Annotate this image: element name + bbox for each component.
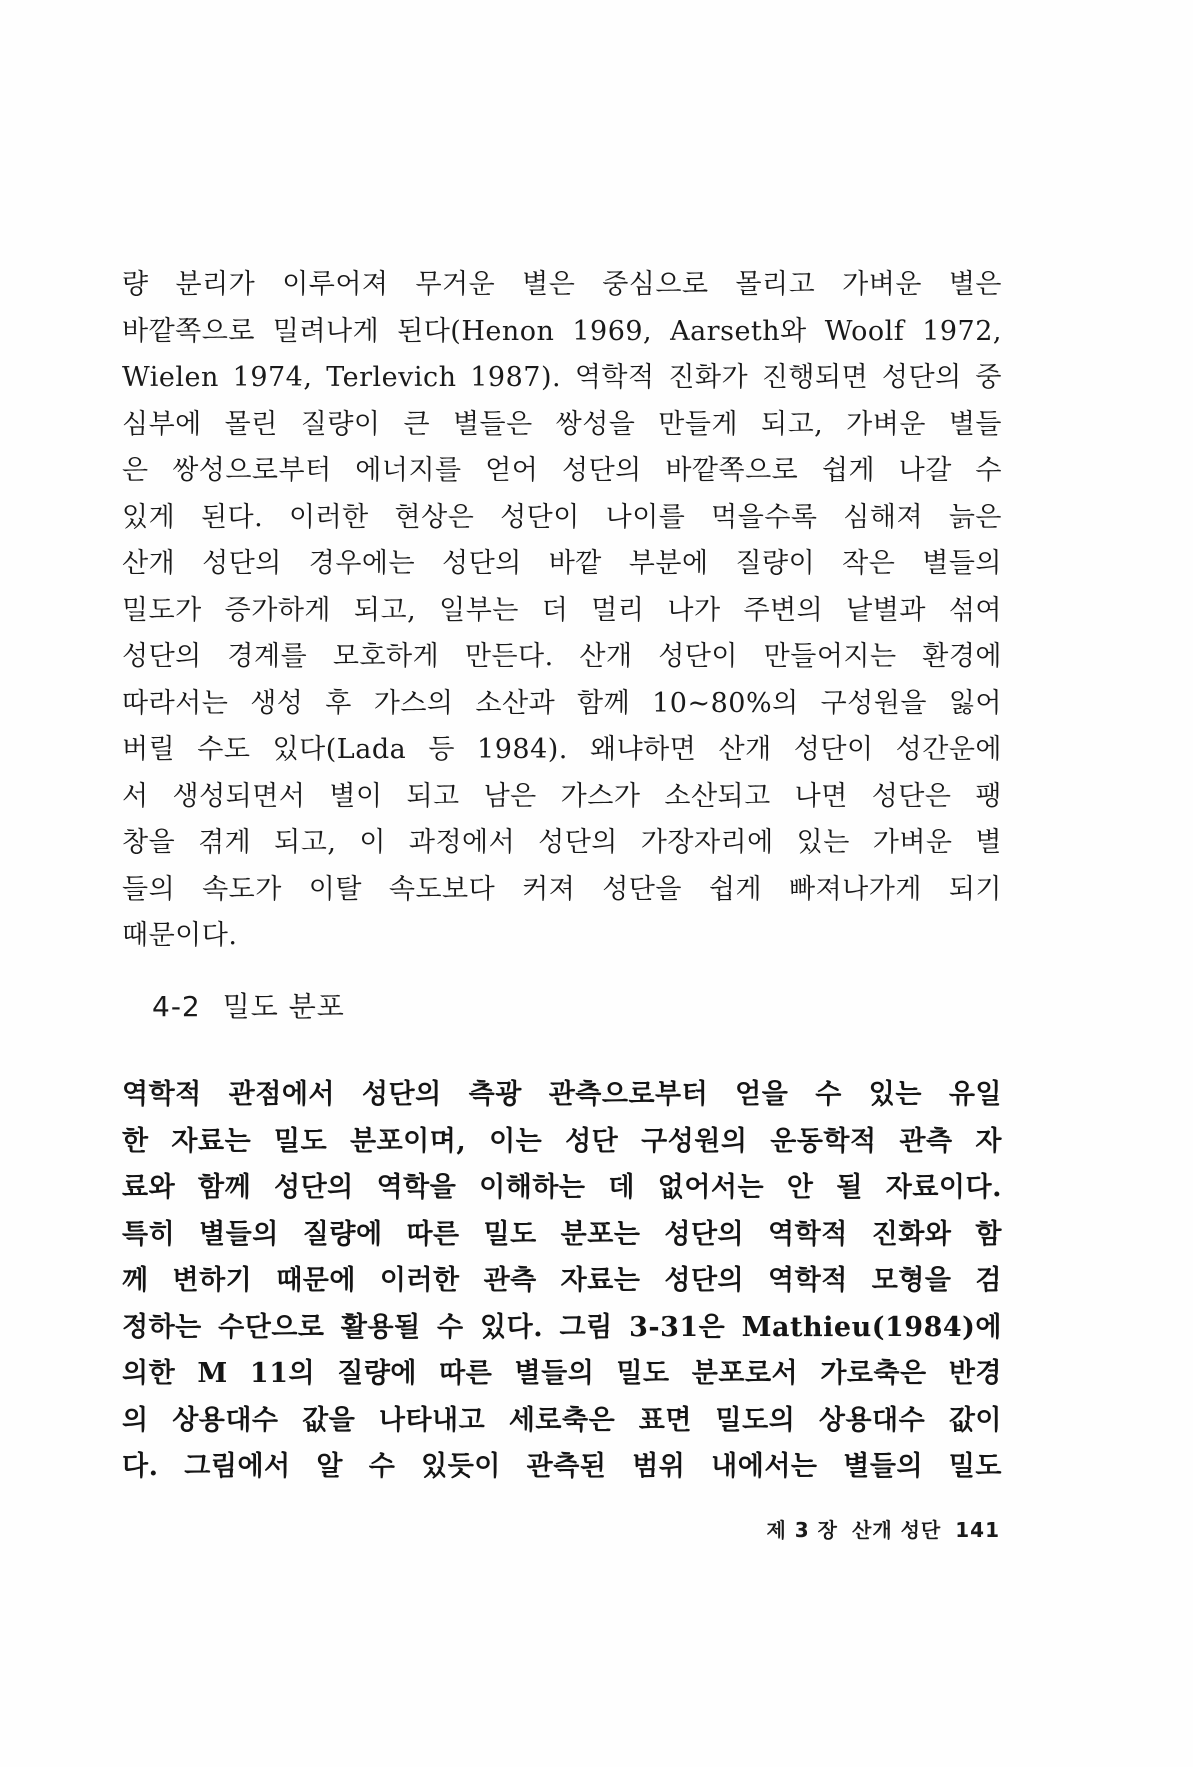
text-line: 의 상용대수 값을 나타내고 세로축은 표면 밀도의 상용대수 값이 [122, 1404, 1002, 1436]
text-line: 역학적 관점에서 성단의 측광 관측으로부터 얻을 수 있는 유일 [122, 1079, 1002, 1110]
paragraph-2-text [122, 1072, 1002, 1491]
text-line: 특히 별들의 질량에 따른 밀도 분포는 성단의 역학적 진화와 함 [122, 1218, 1002, 1250]
page-footer [700, 1514, 1000, 1543]
text-line: 있게 된다. 이러한 현상은 성단이 나이를 먹을수록 심해져 늙은 [122, 501, 1002, 533]
text-line: 바깥쪽으로 밀려나게 된다(Henon 1969, Aarseth와 Woolf 1972, [122, 315, 1002, 347]
page-number: 141 [955, 1518, 1000, 1542]
text-line: Wielen 1974, Terlevich 1987). 역학적 진화가 진행되면 성단의 중 [122, 362, 1002, 393]
text-line: 다. 그림에서 알 수 있듯이 관측된 범위 내에서는 별들의 밀도 [122, 1451, 1002, 1482]
paragraph-1-text [122, 262, 1002, 960]
paragraph-1 [122, 262, 1002, 960]
text-line: 창을 겪게 되고, 이 과정에서 성단의 가장자리에 있는 가벼운 별 [122, 827, 1002, 858]
text-line: 버릴 수도 있다(Lada 등 1984). 왜냐하면 산개 성단이 성간운에 [122, 734, 1002, 765]
text-line: 께 변하기 때문에 이러한 관측 자료는 성단의 역학적 모형을 검 [122, 1265, 1002, 1296]
text-line: 료와 함께 성단의 역학을 이해하는 데 없어서는 안 될 자료이다. [122, 1172, 1002, 1203]
text-line: 서 생성되면서 별이 되고 남은 가스가 소산되고 나면 성단은 팽 [122, 780, 1002, 812]
section-title: 밀도 분포 [222, 990, 345, 1023]
text-line: 량 분리가 이루어져 무거운 별은 중심으로 몰리고 가벼운 별은 [122, 269, 1002, 300]
text-line: 의한 M 11의 질량에 따른 별들의 밀도 분포로서 가로축은 반경 [122, 1358, 1002, 1389]
section-number: 4-2 [152, 990, 201, 1023]
footer-chapter-title: 산개 성단 [852, 1518, 942, 1542]
text-line: 심부에 몰린 질량이 큰 별들은 쌍성을 만들게 되고, 가벼운 별들 [122, 408, 1002, 440]
text-line: 은 쌍성으로부터 에너지를 얻어 성단의 바깥쪽으로 쉽게 나갈 수 [122, 455, 1002, 486]
text-line: 때문이다. [122, 920, 238, 951]
text-line: 들의 속도가 이탈 속도보다 커져 성단을 쉽게 빠져나가게 되기 [122, 873, 1002, 905]
section-heading [152, 985, 345, 1025]
footer-chapter: 제 3 장 [766, 1518, 838, 1542]
text-line: 산개 성단의 경우에는 성단의 바깥 부분에 질량이 작은 별들의 [122, 548, 1002, 579]
text-line: 성단의 경계를 모호하게 만든다. 산개 성단이 만들어지는 환경에 [122, 641, 1002, 672]
text-line: 따라서는 생성 후 가스의 소산과 함께 10~80%의 구성원을 잃어 [122, 687, 1002, 719]
text-line: 정하는 수단으로 활용될 수 있다. 그림 3-31은 Mathieu(1984)에 [122, 1311, 1002, 1343]
paragraph-2 [122, 1072, 1002, 1491]
text-line: 밀도가 증가하게 되고, 일부는 더 멀리 나가 주변의 낱별과 섞여 [122, 594, 1002, 626]
text-line: 한 자료는 밀도 분포이며, 이는 성단 구성원의 운동학적 관측 자 [122, 1125, 1002, 1157]
